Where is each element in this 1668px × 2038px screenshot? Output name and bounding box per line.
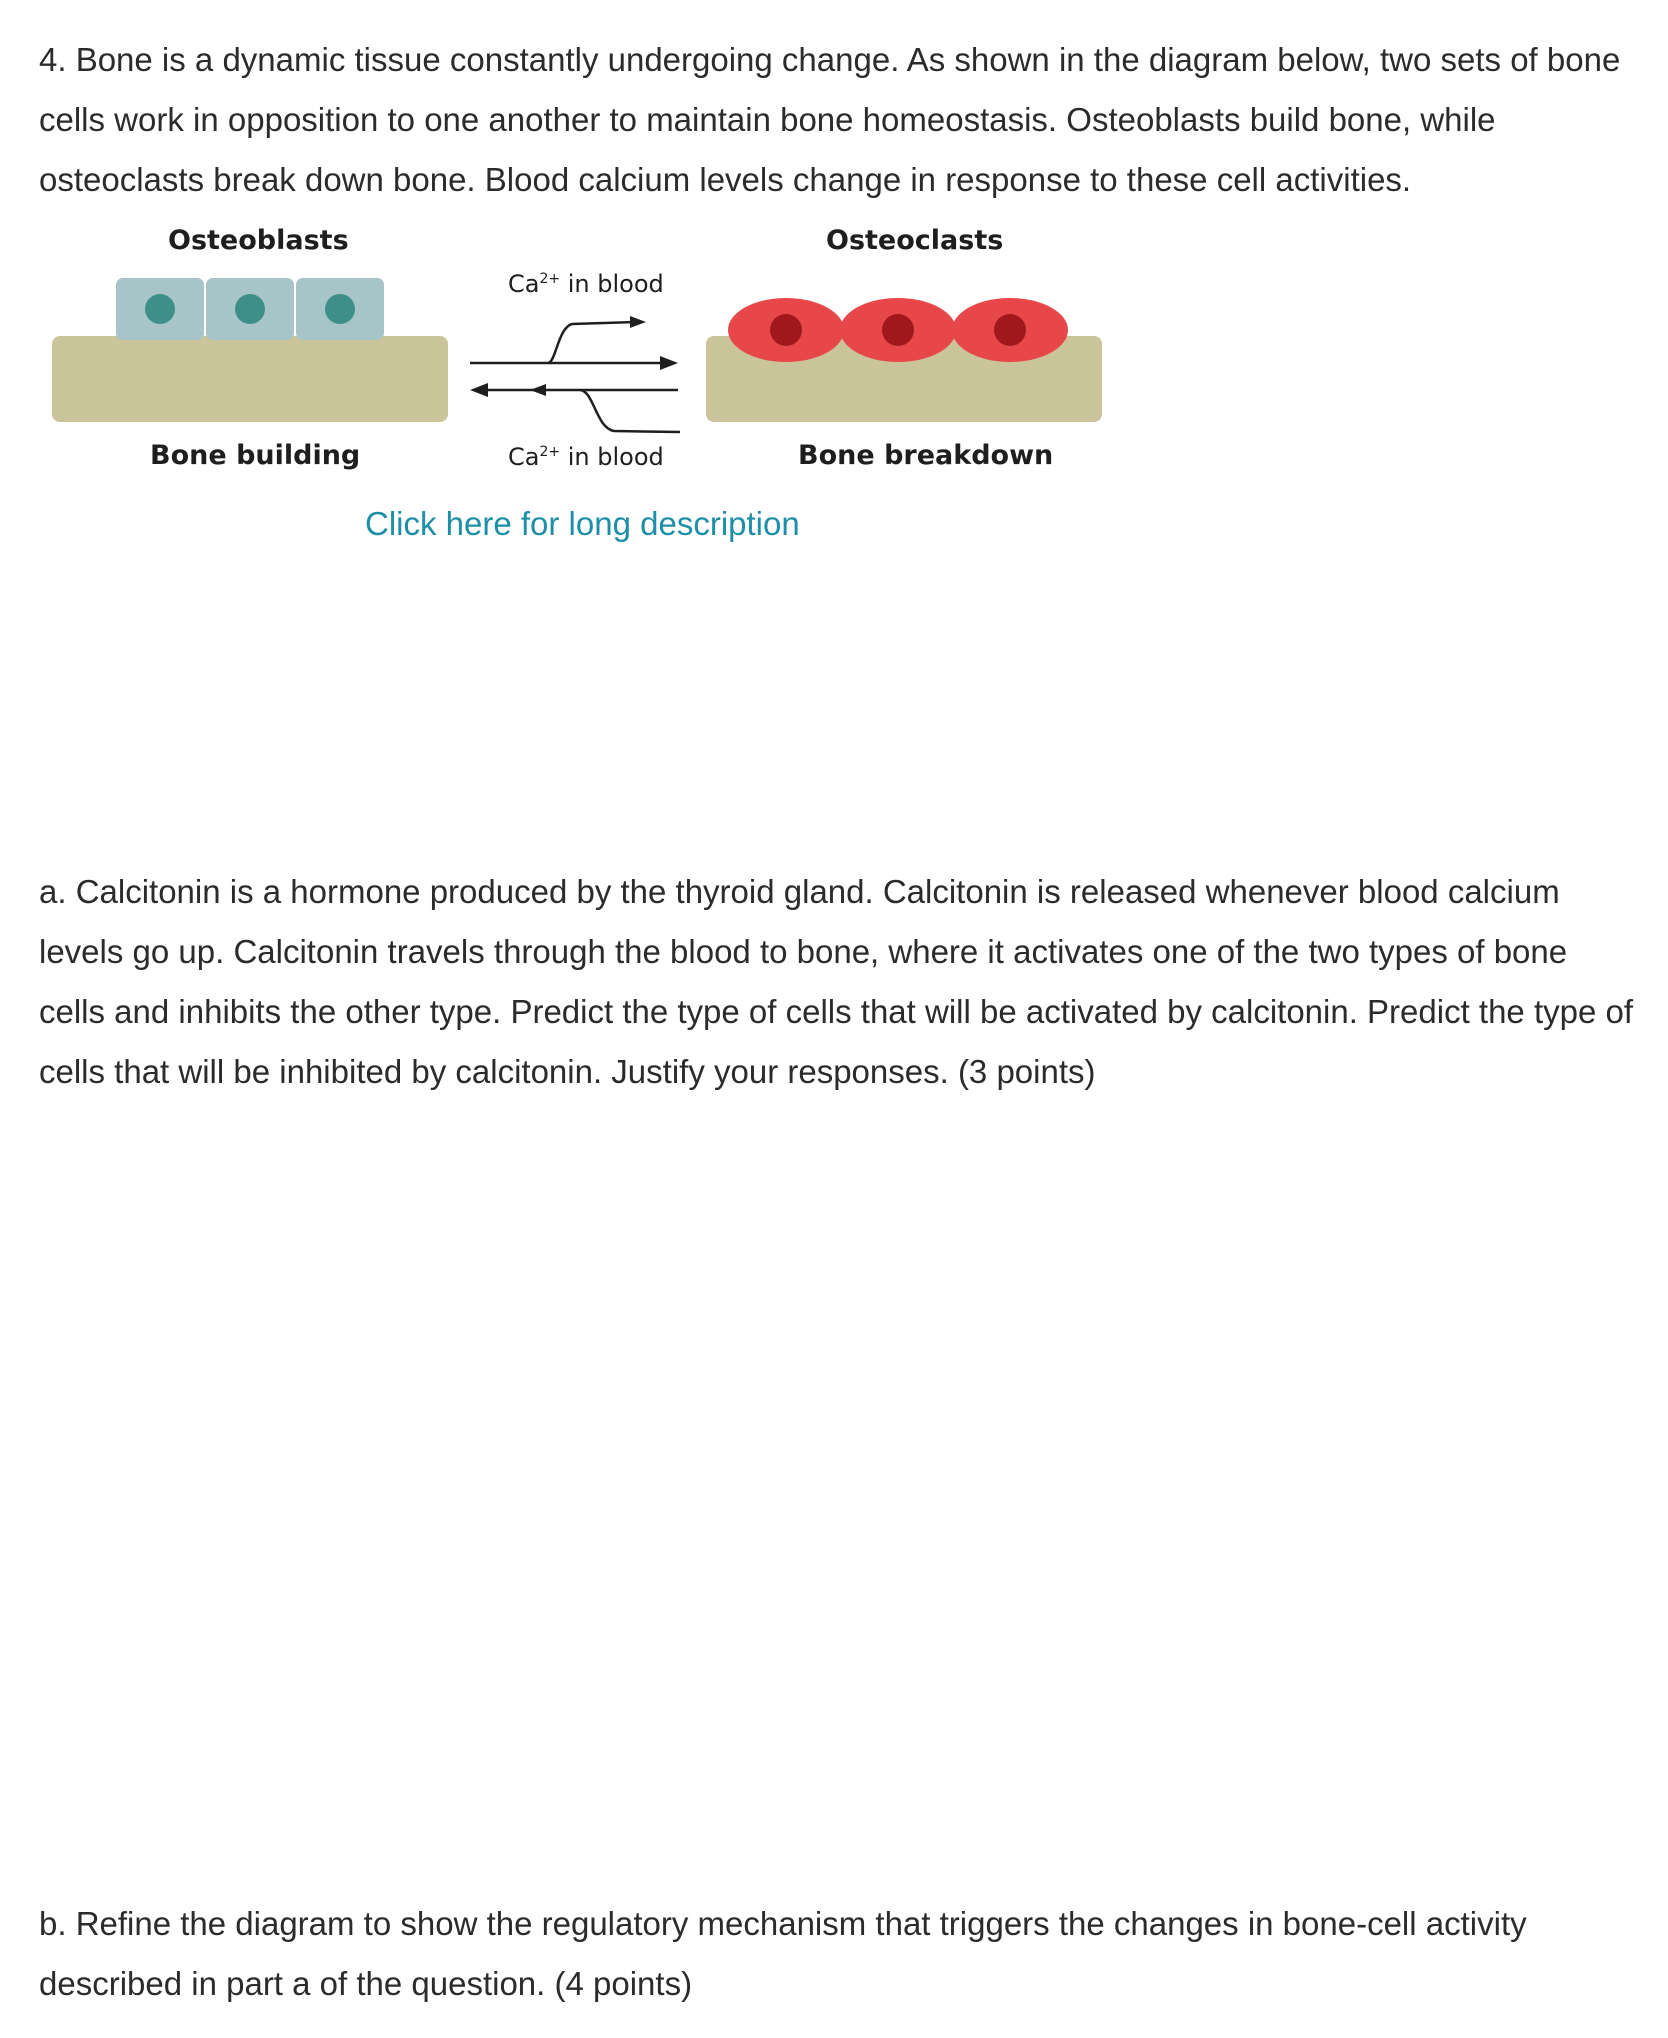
calcium-release-arrow bbox=[470, 322, 668, 363]
right-bone-slab bbox=[706, 336, 1102, 422]
question-part-b: b. Refine the diagram to show the regulatory mechanism that triggers the changes in bone-cell activity described in part a of the question. (4 points) bbox=[39, 1905, 1527, 2002]
calcium-release-arrowhead bbox=[660, 356, 678, 370]
osteoblast-cell-1 bbox=[116, 278, 204, 340]
osteoclast-nucleus-3 bbox=[994, 314, 1026, 346]
osteoclast-cell-2 bbox=[840, 298, 956, 362]
osteoblast-cell-3 bbox=[296, 278, 384, 340]
calcium-uptake-arrow bbox=[480, 390, 680, 432]
osteoblast-nucleus-3 bbox=[325, 294, 355, 324]
osteoblasts-label: Osteoblasts bbox=[168, 225, 349, 256]
osteoblast-cell-2 bbox=[206, 278, 294, 340]
long-description-link[interactable]: Click here for long description bbox=[365, 505, 800, 542]
bone-building-label: Bone building bbox=[150, 440, 361, 471]
osteoclasts-label: Osteoclasts bbox=[826, 225, 1004, 256]
question-intro: 4. Bone is a dynamic tissue constantly undergoing change. As shown in the diagram below, two sets of bone cells work in opposition to one another to maintain bone homeostasis. Osteoblasts build bone, while osteoclasts break down bone. Blood calcium levels change in response to these cell activities. bbox=[39, 41, 1621, 198]
osteoclast-nucleus-1 bbox=[770, 314, 802, 346]
question-part-a: a. Calcitonin is a hormone produced by the thyroid gland. Calcitonin is released whenever blood calcium levels go up. Calcitonin travels through the blood to bone, where it activates one of the two types of bone cells and inhibits the other type. Predict the type of cells that will be activated by calcitonin. Predict the type of cells that will be inhibited by calcitonin. Justify your responses. (3 points) bbox=[39, 873, 1634, 1090]
osteoblast-nucleus-2 bbox=[235, 294, 265, 324]
calcium-uptake-arrowhead bbox=[470, 383, 488, 397]
bone-breakdown-label: Bone breakdown bbox=[798, 440, 1054, 471]
osteoclast-cell-3 bbox=[952, 298, 1068, 362]
osteoclast-nucleus-2 bbox=[882, 314, 914, 346]
calcium-in-blood-bottom-label: $Ca^{2+}$ in blood bbox=[508, 443, 664, 471]
left-bone-slab bbox=[52, 336, 448, 422]
osteoclast-cell-1 bbox=[728, 298, 844, 362]
osteoblast-nucleus-1 bbox=[145, 294, 175, 324]
calcium-in-blood-top-label: $Ca^{2+}$ in blood bbox=[508, 270, 664, 298]
calcium-branch-arrowhead bbox=[630, 316, 646, 328]
calcium-uptake-mid-arrowhead bbox=[530, 384, 546, 396]
